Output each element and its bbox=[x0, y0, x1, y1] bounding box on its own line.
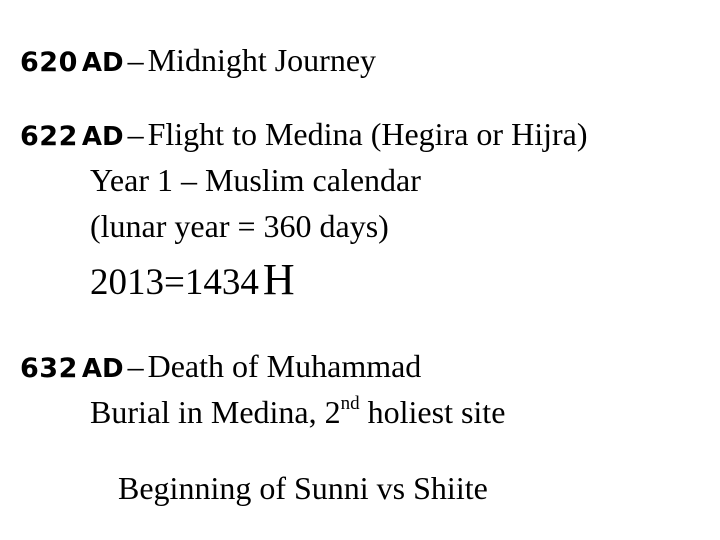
entry-separator: – bbox=[127, 42, 144, 78]
entry-separator: – bbox=[127, 116, 144, 152]
entry-632-detail bbox=[90, 393, 506, 430]
hijri-conversion-value: 2013=1434 bbox=[90, 262, 259, 303]
entry-event: Midnight Journey bbox=[147, 42, 377, 78]
detail-suffix: holiest site bbox=[359, 394, 506, 430]
entry-era: AD bbox=[81, 48, 124, 78]
entry-year: 620 bbox=[20, 47, 78, 78]
footer-note: Beginning of Sunni vs Shiite bbox=[118, 470, 488, 506]
entry-632 bbox=[20, 350, 421, 382]
hijri-conversion bbox=[90, 255, 295, 304]
entry-620 bbox=[20, 44, 376, 76]
entry-622-detail-1: Year 1 – Muslim calendar bbox=[90, 162, 421, 198]
entry-event: Flight to Medina (Hegira or Hijra) bbox=[147, 116, 588, 152]
entry-separator: – bbox=[127, 348, 144, 384]
entry-era: AD bbox=[81, 122, 124, 152]
entry-622 bbox=[20, 118, 587, 150]
entry-event: Death of Muhammad bbox=[147, 348, 422, 384]
detail-ordinal-suffix: nd bbox=[340, 393, 360, 415]
entry-year: 622 bbox=[20, 121, 78, 152]
entry-era: AD bbox=[81, 354, 124, 384]
hijri-conversion-unit: H bbox=[262, 255, 295, 304]
detail-prefix: Burial in Medina, 2 bbox=[90, 394, 341, 430]
entry-year: 632 bbox=[20, 353, 78, 384]
entry-622-detail-2: (lunar year = 360 days) bbox=[90, 208, 389, 244]
